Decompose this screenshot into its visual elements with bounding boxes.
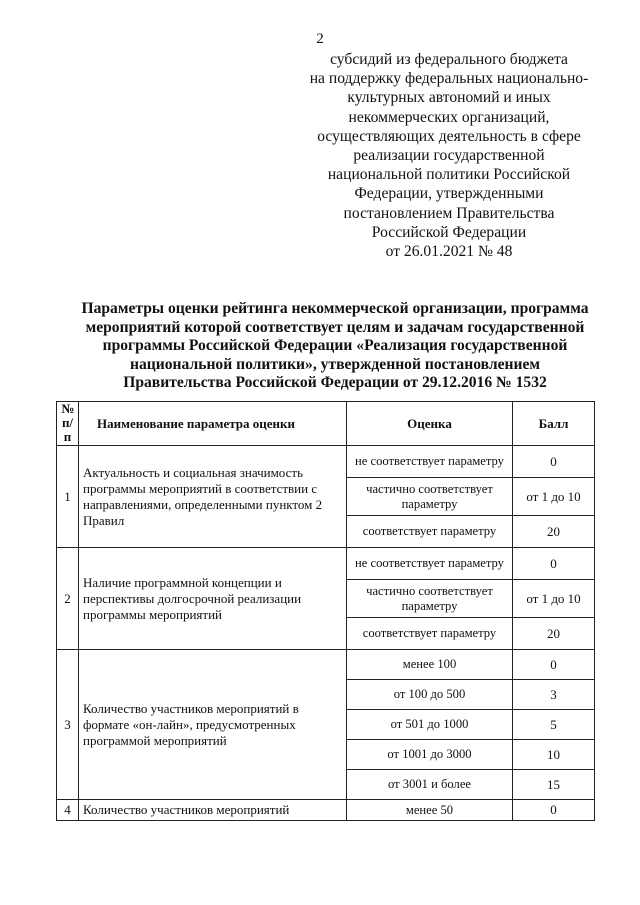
score-cell: от 1 до 10 (513, 478, 595, 516)
header-num: № п/п (57, 402, 79, 446)
evaluation-cell: соответствует параметру (347, 516, 513, 548)
score-cell: 5 (513, 710, 595, 740)
header-name: Наименование параметра оценки (79, 402, 347, 446)
score-cell: 0 (513, 650, 595, 680)
parameters-table (56, 401, 595, 821)
evaluation-cell: частично соответствует параметру (347, 580, 513, 618)
page-number: 2 (316, 31, 324, 47)
score-cell: 15 (513, 770, 595, 800)
row-number: 2 (57, 548, 79, 650)
score-cell: 20 (513, 618, 595, 650)
approval-line: Российской Федерации (371, 223, 527, 241)
evaluation-cell: от 501 до 1000 (347, 710, 513, 740)
approval-line: национальной политики Российской (327, 166, 571, 184)
parameter-name: Количество участников мероприятий (79, 800, 347, 821)
approval-line: от 26.01.2021 № 48 (385, 243, 513, 261)
score-cell: 20 (513, 516, 595, 548)
row-number: 1 (57, 446, 79, 548)
evaluation-cell: менее 100 (347, 650, 513, 680)
title-line: Параметры оценки рейтинга некоммерческой организации, программа (81, 300, 589, 317)
score-cell: от 1 до 10 (513, 580, 595, 618)
approval-line: постановлением Правительства (343, 204, 555, 222)
table-row (57, 800, 595, 821)
evaluation-cell: от 1001 до 3000 (347, 740, 513, 770)
evaluation-cell: от 100 до 500 (347, 680, 513, 710)
row-number: 3 (57, 650, 79, 800)
score-cell: 0 (513, 800, 595, 821)
document-title (40, 300, 630, 393)
approval-line: некоммерческих организаций, (348, 108, 550, 126)
table-row (57, 548, 595, 580)
approval-line: на поддержку федеральных национально- (309, 70, 589, 88)
title-line: программы Российской Федерации «Реализация государственной (102, 337, 568, 355)
score-cell: 10 (513, 740, 595, 770)
parameter-name: Наличие программной концепции и перспективы долгосрочной реализации программы мероприятий (79, 548, 347, 650)
score-cell: 0 (513, 548, 595, 580)
approval-line: субсидий из федерального бюджета (330, 51, 568, 68)
approval-line: реализации государственной (353, 147, 545, 165)
approval-line: культурных автономий и иных (347, 89, 551, 107)
row-number: 4 (57, 800, 79, 821)
parameter-name: Актуальность и социальная значимость программы мероприятий в соответствии с направлениями, определенными пунктом 2 Правил (79, 446, 347, 548)
evaluation-cell: не соответствует параметру (347, 446, 513, 478)
title-line: Правительства Российской Федерации от 29.12.2016 № 1532 (123, 374, 547, 392)
table-row (57, 446, 595, 478)
parameter-name: Количество участников мероприятий в формате «он-лайн», предусмотренных программой мероприятий (79, 650, 347, 800)
title-line: мероприятий которой соответствует целям и задачам государственной (85, 318, 585, 336)
header-score: Балл (513, 402, 595, 446)
score-cell: 3 (513, 680, 595, 710)
header-evaluation: Оценка (347, 402, 513, 446)
evaluation-cell: не соответствует параметру (347, 548, 513, 580)
evaluation-cell: соответствует параметру (347, 618, 513, 650)
approval-line: Федерации, утвержденными (354, 185, 544, 203)
evaluation-cell: частично соответствует параметру (347, 478, 513, 516)
evaluation-cell: менее 50 (347, 800, 513, 821)
approval-reference-block (290, 50, 608, 261)
table-row (57, 650, 595, 680)
score-cell: 0 (513, 446, 595, 478)
title-line: национальной политики», утвержденной постановлением (129, 355, 541, 373)
approval-line: осуществляющих деятельность в сфере (317, 127, 581, 145)
evaluation-cell: от 3001 и более (347, 770, 513, 800)
